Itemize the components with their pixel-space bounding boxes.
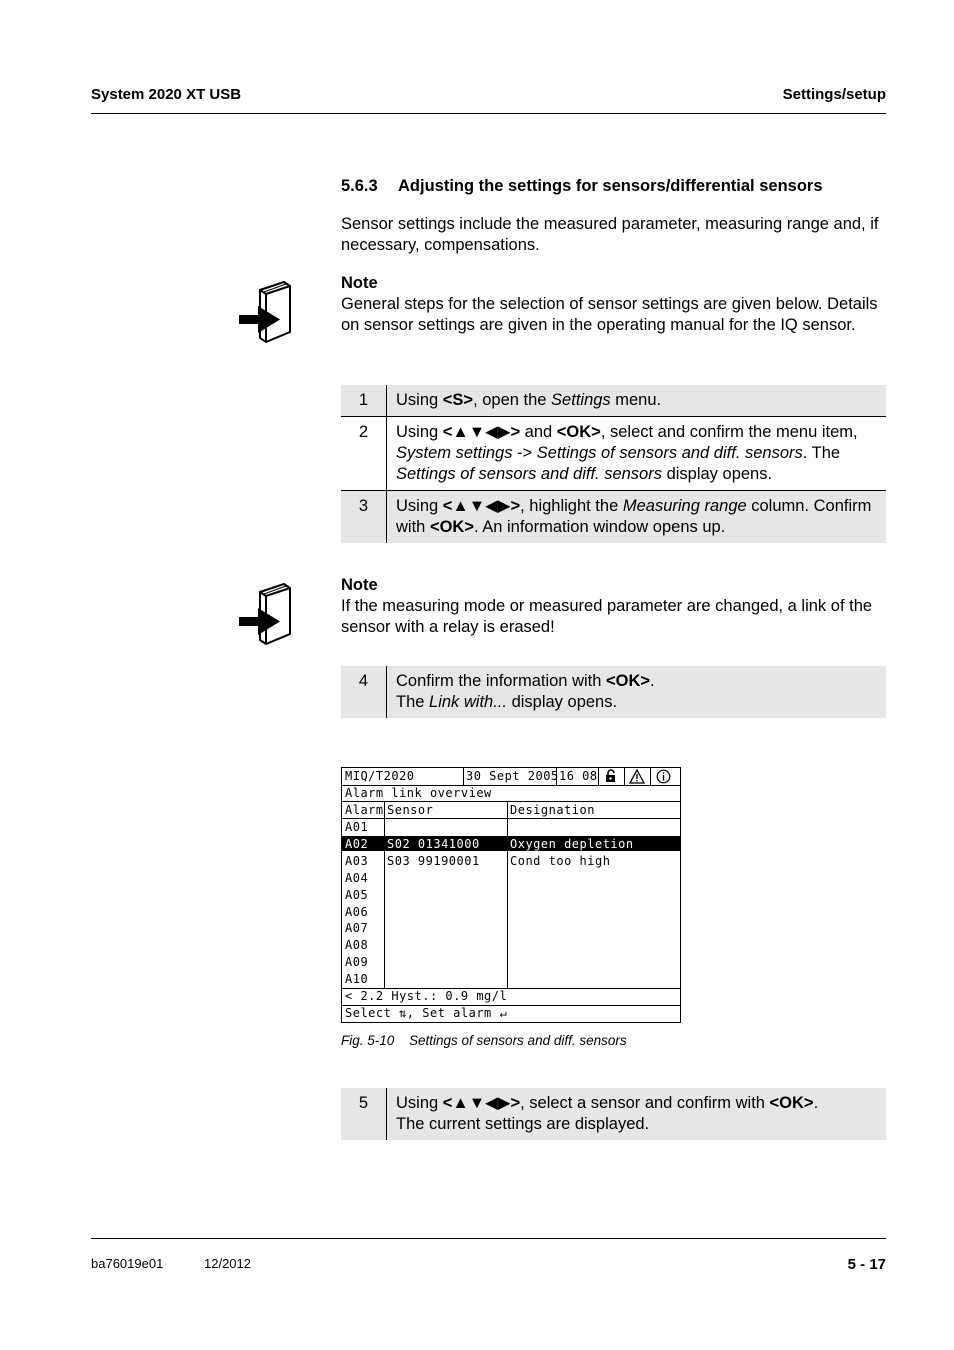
step-number: 3 xyxy=(341,491,387,544)
alarm-cell[interactable]: A04 xyxy=(345,871,369,885)
sensor-cell[interactable]: S03 99190001 xyxy=(387,854,480,868)
step-text: Using <S>, open the Settings menu. xyxy=(387,385,887,417)
step-row xyxy=(341,417,886,491)
divider xyxy=(384,802,385,988)
intro-paragraph: Sensor settings include the measured parameter, measuring range and, if necessary, compensations. xyxy=(341,215,879,254)
manual-book-arrow-icon xyxy=(238,582,296,648)
divider xyxy=(598,768,599,785)
step-number: 1 xyxy=(341,385,387,417)
alarm-cell[interactable]: A08 xyxy=(345,938,369,952)
screen-time: 16 08 xyxy=(559,769,598,783)
step-row xyxy=(341,385,886,417)
note-title: Note xyxy=(341,576,378,594)
step-text: Confirm the information with <OK>. The Link with... display opens. xyxy=(387,666,887,718)
page-number: 5 - 17 xyxy=(847,1256,886,1273)
figure-number: Fig. 5-10 xyxy=(341,1033,395,1048)
footer-doc-number: ba76019e01 xyxy=(91,1256,164,1271)
screen-date: 30 Sept 2005 xyxy=(466,769,559,783)
steps-table-2 xyxy=(341,666,886,718)
warning-icon xyxy=(629,769,645,784)
column-header-sensor: Sensor xyxy=(387,803,434,817)
designation-cell[interactable]: Oxygen depletion xyxy=(510,837,634,851)
alarm-cell[interactable]: A01 xyxy=(345,820,369,834)
device-name: MIQ/T2020 xyxy=(345,769,415,783)
steps-table-1 xyxy=(341,385,886,543)
alarm-cell[interactable]: A09 xyxy=(345,955,369,969)
running-header-right: Settings/setup xyxy=(782,86,886,103)
note-text: If the measuring mode or measured parameter are changed, a link of the sensor with a relay is erased! xyxy=(341,597,873,636)
alarm-cell[interactable]: A02 xyxy=(345,837,369,851)
step-text: Using <▲▼◀▶>, highlight the Measuring range column. Confirm with <OK>. An information window opens up. xyxy=(387,491,887,544)
note-block-1 xyxy=(341,273,886,336)
section-heading xyxy=(341,177,823,196)
note-text: General steps for the selection of sensor settings are given below. Details on sensor settings are given in the operating manual for the IQ sensor. xyxy=(341,295,878,334)
footer-date: 12/2012 xyxy=(204,1256,251,1271)
divider xyxy=(342,818,680,819)
figure-caption xyxy=(341,1033,627,1048)
step-number: 5 xyxy=(341,1088,387,1140)
status-line: < 2.2 Hyst.: 0.9 mg/l xyxy=(345,989,508,1003)
note-title: Note xyxy=(341,274,378,292)
divider xyxy=(507,802,508,988)
step-row xyxy=(341,491,886,544)
alarm-cell[interactable]: A10 xyxy=(345,972,369,986)
alarm-cell[interactable]: A07 xyxy=(345,921,369,935)
divider xyxy=(556,768,557,785)
figure-caption-text: Settings of sensors and diff. sensors xyxy=(409,1033,627,1048)
step-number: 4 xyxy=(341,666,387,718)
sensor-cell[interactable]: S02 01341000 xyxy=(387,837,480,851)
help-line: Select ⇅, Set alarm ↵ xyxy=(345,1006,508,1020)
manual-book-arrow-icon xyxy=(238,280,296,346)
footer-rule xyxy=(91,1238,886,1239)
step-row xyxy=(341,666,886,718)
alarm-cell[interactable]: A03 xyxy=(345,854,369,868)
lock-icon xyxy=(604,769,618,783)
step-number: 2 xyxy=(341,417,387,491)
divider xyxy=(463,768,464,785)
device-display xyxy=(341,767,681,1023)
column-header-alarm: Alarm xyxy=(345,803,384,817)
section-number: 5.6.3 xyxy=(341,177,378,195)
info-icon xyxy=(656,769,671,784)
step-text: Using <▲▼◀▶> and <OK>, select and confirm the menu item, System settings -> Settings of sensors and diff. sensors. The Settings of sensors and diff. sensors display opens. xyxy=(387,417,887,491)
alarm-cell[interactable]: A05 xyxy=(345,888,369,902)
column-header-designation: Designation xyxy=(510,803,595,817)
note-block-2 xyxy=(341,575,886,638)
alarm-cell[interactable]: A06 xyxy=(345,905,369,919)
steps-table-3 xyxy=(341,1088,886,1140)
divider xyxy=(624,768,625,785)
running-header-left: System 2020 XT USB xyxy=(91,86,242,103)
designation-cell[interactable]: Cond too high xyxy=(510,854,611,868)
divider xyxy=(650,768,651,785)
screen-title: Alarm link overview xyxy=(345,786,492,800)
step-text: Using <▲▼◀▶>, select a sensor and confirm with <OK>. The current settings are displayed. xyxy=(387,1088,887,1140)
section-title: Adjusting the settings for sensors/differential sensors xyxy=(398,177,823,195)
header-rule xyxy=(91,113,886,114)
step-row xyxy=(341,1088,886,1140)
